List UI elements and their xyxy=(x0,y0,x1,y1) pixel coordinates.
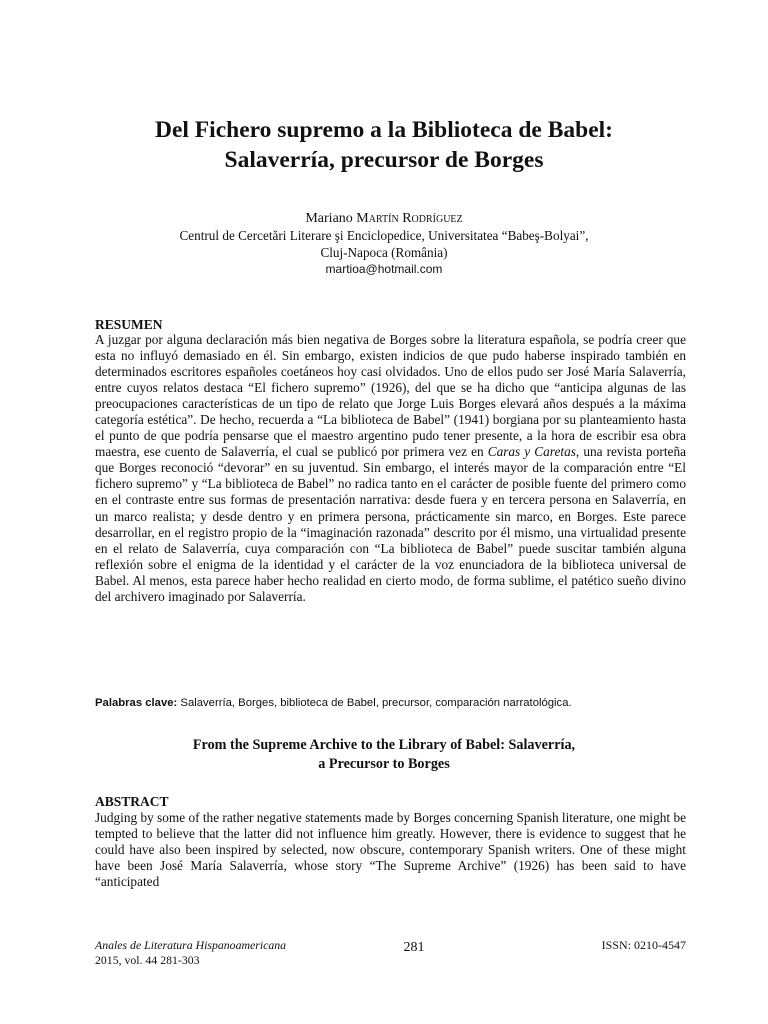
author-name xyxy=(60,210,708,227)
footer-issn: ISSN: 0210-4547 xyxy=(601,938,686,952)
abstract-body xyxy=(95,810,686,890)
author-affiliation-line-2: Cluj-Napoca (România) xyxy=(320,245,448,260)
title-line-1: Del Fichero supremo a la Biblioteca de Babel: xyxy=(155,117,613,143)
footer-volume: 2015, vol. 44 281-303 xyxy=(95,953,200,967)
page-number: 281 xyxy=(403,940,425,955)
author-first-name: Mariano xyxy=(305,211,353,226)
resumen-text-part-1: A juzgar por alguna declaración más bien negativa de Borges sobre la literatura española, se podría creer que esta no influyó demasiado en él. Sin embargo, existen indicios de que pudo haberse inspirado también en determinados escritores españoles coetáneos hoy casi olvidados. Uno de ellos pudo ser José María Salaverría, entre cuyos relatos destaca “El fichero supremo” (1926), del que se ha dicho que “anticipa algunas de las preocupaciones características de un tipo de relato que Jorge Luis Borges elevará años después a la máxima categoría estética”. De hecho, recuerda a “La biblioteca de Babel” (1941) borgiana por su planteamiento hasta el punto de que podría pensarse que el maestro argentino pudo tener presente, a la hora de escribir esa obra maestra, ese cuento de Salaverría, el cual se publicó por primera vez en xyxy=(95,332,686,460)
english-title xyxy=(60,736,708,774)
english-title-line-1: From the Supreme Archive to the Library of Babel: Salaverría, xyxy=(192,737,576,753)
author-surname: Martín Rodríguez xyxy=(356,211,463,226)
author-affiliation-line-1: Centrul de Cercetări Literare şi Enciclopedice, Universitatea “Babeş-Bolyai”, xyxy=(179,228,589,243)
keywords-label: Palabras clave: xyxy=(95,697,178,709)
resumen-heading: RESUMEN xyxy=(95,317,163,332)
abstract-text: Judging by some of the rather negative statements made by Borges concerning Spanish literature, one might be tempted to believe that the latter did not influence him greatly. However, there is evidence to suggest that he could have also been inspired by selected, now obscure, contemporary Spanish writers. One of these might have been José María Salaverría, whose story “The Supreme Archive” (1926) has been said to have “anticipated xyxy=(95,810,686,890)
abstract-heading: ABSTRACT xyxy=(95,794,169,809)
footer-journal-info xyxy=(95,938,286,968)
resumen-italic-title: Caras y Caretas xyxy=(487,444,576,460)
author-email[interactable]: martioa@hotmail.com xyxy=(325,262,443,276)
keywords-text: Salaverría, Borges, biblioteca de Babel, precursor, comparación narratológica. xyxy=(180,697,572,709)
english-title-line-2: a Precursor to Borges xyxy=(318,756,450,772)
keywords xyxy=(95,696,695,711)
resumen-body xyxy=(95,332,686,605)
footer-journal-name: Anales de Literatura Hispanoamericana xyxy=(95,938,287,952)
resumen-text-part-2: , una revista porteña que Borges reconoció “devorar” en su juventud. Sin embargo, el interés mayor de la comparación entre “El fichero supremo” y “La biblioteca de Babel” no radica tanto en el carácter de posible fuente del primero como en el contraste entre sus formas de presentación narrativa: desde fuera y en tercera persona en Salaverría, en un marco realista; y desde dentro y en primera persona, prácticamente sin marco, en Borges. Este parece desarrollar, en el registro propio de la “imaginación razonada” descrito por él mismo, una virtualidad presente en el relato de Salaverría, cuya comparación con “La biblioteca de Babel” puede suscitar también alguna reflexión sobre el enigma de la identidad y el carácter de la voz enunciadora de la biblioteca universal de Babel. Al menos, esta parece haber hecho realidad en cierto modo, de forma sublime, el patético sueño divino del archivero imaginado por Salaverría. xyxy=(95,444,686,604)
author-block xyxy=(60,210,708,278)
title-line-2: Salaverría, precursor de Borges xyxy=(224,147,544,173)
article-title xyxy=(60,115,708,175)
